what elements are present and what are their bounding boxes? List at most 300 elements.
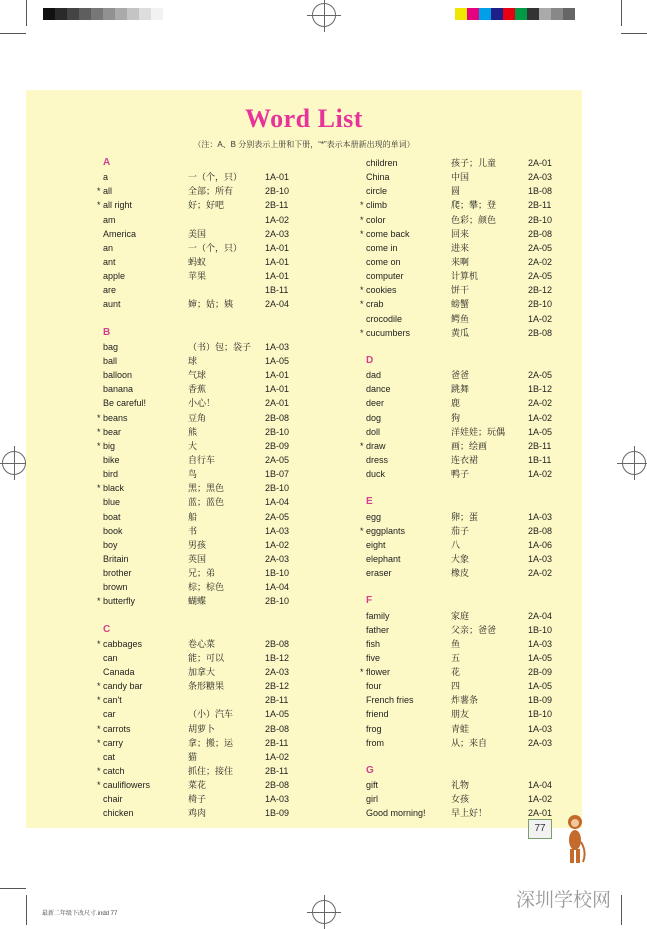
unit-code: 2B-08 bbox=[265, 780, 290, 791]
english-word: dog bbox=[366, 412, 382, 423]
word-row bbox=[366, 312, 636, 326]
english-word: banana bbox=[103, 384, 134, 395]
chinese-meaning: 条形糖果 bbox=[188, 681, 225, 692]
unit-code: 2A-03 bbox=[265, 553, 290, 564]
word-row bbox=[103, 750, 373, 764]
chinese-meaning: 球 bbox=[188, 355, 198, 366]
word-row bbox=[366, 722, 636, 736]
unit-code: 2A-01 bbox=[265, 398, 290, 409]
english-word: draw bbox=[366, 440, 386, 451]
chinese-meaning: 黄瓜 bbox=[451, 327, 470, 338]
english-word: duck bbox=[366, 469, 386, 480]
unit-code: 1A-03 bbox=[265, 525, 290, 536]
english-word: French fries bbox=[366, 695, 414, 706]
chinese-meaning: 进来 bbox=[451, 242, 470, 253]
color-swatch bbox=[551, 8, 563, 20]
word-row bbox=[97, 722, 373, 736]
unit-code: 2B-08 bbox=[528, 228, 553, 239]
new-word-star: * bbox=[97, 200, 101, 211]
chinese-meaning: 鹿 bbox=[451, 398, 461, 409]
english-word: friend bbox=[366, 709, 389, 720]
chinese-meaning: 猫 bbox=[188, 751, 198, 762]
word-row bbox=[103, 538, 373, 552]
color-bar-right bbox=[455, 8, 575, 20]
word-row bbox=[360, 439, 636, 453]
color-swatch bbox=[79, 8, 91, 20]
chinese-meaning: 画；绘画 bbox=[451, 440, 488, 451]
unit-code: 2B-08 bbox=[265, 723, 290, 734]
chinese-meaning: 从；来自 bbox=[451, 737, 488, 748]
unit-code: 2B-10 bbox=[528, 299, 553, 310]
chinese-meaning: 气球 bbox=[188, 370, 207, 381]
word-list-page bbox=[26, 90, 582, 828]
word-row bbox=[97, 778, 373, 792]
word-row bbox=[97, 764, 373, 778]
section-gap bbox=[366, 580, 636, 594]
chinese-meaning: 鸭子 bbox=[451, 469, 470, 480]
word-row bbox=[366, 156, 636, 170]
section-letter: C bbox=[103, 623, 111, 635]
english-word: car bbox=[103, 709, 116, 720]
chinese-meaning: 计算机 bbox=[451, 271, 479, 282]
unit-code: 2A-01 bbox=[528, 158, 553, 168]
unit-code: 2A-05 bbox=[528, 271, 553, 282]
word-row bbox=[103, 665, 373, 679]
chinese-meaning: 茄子 bbox=[451, 525, 470, 536]
unit-code: 1A-02 bbox=[528, 469, 553, 480]
chinese-meaning: 抓住；接住 bbox=[188, 766, 234, 777]
word-row bbox=[103, 510, 373, 524]
word-row bbox=[366, 510, 636, 524]
english-word: ant bbox=[103, 256, 116, 267]
new-word-star: * bbox=[97, 440, 101, 451]
english-word: gift bbox=[366, 780, 379, 791]
english-word: girl bbox=[366, 794, 379, 805]
chinese-meaning: 青蛙 bbox=[451, 723, 470, 734]
unit-code: 1A-03 bbox=[528, 638, 553, 649]
chinese-meaning: 来啊 bbox=[451, 256, 470, 267]
english-word: blue bbox=[103, 497, 121, 508]
unit-code: 1A-05 bbox=[528, 652, 553, 663]
unit-code: 1A-04 bbox=[528, 780, 553, 791]
unit-code: 2B-08 bbox=[265, 412, 290, 423]
english-word: cabbages bbox=[103, 638, 143, 649]
word-row bbox=[103, 368, 373, 382]
chinese-meaning: （书）包；袋子 bbox=[188, 341, 252, 352]
english-word: come back bbox=[366, 228, 410, 239]
english-word: can't bbox=[103, 695, 122, 706]
word-row bbox=[103, 453, 373, 467]
word-row bbox=[97, 693, 373, 707]
word-row bbox=[366, 609, 636, 623]
english-word: bear bbox=[103, 426, 122, 437]
english-word: come in bbox=[366, 242, 398, 253]
word-row bbox=[360, 524, 636, 538]
word-row bbox=[366, 679, 636, 693]
chinese-meaning: 自行车 bbox=[188, 454, 216, 465]
unit-code: 1B-09 bbox=[265, 808, 290, 819]
word-row bbox=[103, 283, 373, 297]
unit-code: 2A-05 bbox=[265, 511, 290, 522]
english-word: America bbox=[103, 228, 137, 239]
word-row bbox=[366, 368, 636, 382]
chinese-meaning: 螃蟹 bbox=[451, 299, 470, 310]
word-row bbox=[366, 453, 636, 467]
chinese-meaning: 苹果 bbox=[188, 271, 207, 282]
unit-code: 2A-02 bbox=[528, 568, 553, 579]
unit-code: 1A-04 bbox=[265, 582, 290, 593]
unit-code: 2A-02 bbox=[528, 256, 553, 267]
chinese-meaning: 圆 bbox=[451, 186, 461, 197]
color-swatch bbox=[479, 8, 491, 20]
word-row bbox=[366, 425, 636, 439]
section-letter: F bbox=[366, 595, 373, 607]
chinese-meaning: 家庭 bbox=[451, 610, 470, 621]
english-word: boy bbox=[103, 539, 118, 550]
word-row bbox=[97, 198, 373, 212]
word-row bbox=[360, 227, 636, 241]
word-row bbox=[103, 396, 373, 410]
page-number: 77 bbox=[528, 819, 552, 839]
chinese-meaning: 鱼 bbox=[451, 638, 461, 649]
english-word: bird bbox=[103, 469, 119, 480]
english-word: all bbox=[103, 186, 113, 197]
english-word: cookies bbox=[366, 285, 397, 296]
footer-file-label: 最新二年级下改尺寸.indd 77 bbox=[42, 911, 118, 917]
word-row bbox=[97, 679, 373, 693]
english-word: chicken bbox=[103, 808, 134, 819]
new-word-star: * bbox=[97, 766, 101, 777]
english-word: an bbox=[103, 242, 114, 253]
word-row bbox=[103, 524, 373, 538]
chinese-meaning: 书 bbox=[188, 525, 198, 536]
english-word: apple bbox=[103, 271, 126, 282]
unit-code: 1A-02 bbox=[528, 412, 553, 423]
chinese-meaning: 兄；弟 bbox=[188, 568, 216, 579]
word-row bbox=[366, 707, 636, 721]
new-word-star: * bbox=[360, 214, 364, 225]
crop-mark bbox=[621, 0, 622, 26]
chinese-meaning: 黑；黑色 bbox=[188, 483, 225, 494]
english-word: big bbox=[103, 440, 116, 451]
word-row bbox=[366, 651, 636, 665]
english-word: crab bbox=[366, 299, 384, 310]
english-word: balloon bbox=[103, 370, 133, 381]
word-row bbox=[97, 736, 373, 750]
word-row bbox=[366, 792, 636, 806]
chinese-meaning: 女孩 bbox=[451, 794, 470, 805]
unit-code: 1A-05 bbox=[265, 709, 290, 720]
unit-code: 2A-04 bbox=[265, 299, 290, 310]
word-row bbox=[360, 297, 636, 311]
crop-mark bbox=[26, 0, 27, 26]
unit-code: 1A-02 bbox=[265, 751, 290, 762]
chinese-meaning: 一（个，只） bbox=[188, 242, 243, 253]
color-bar-left bbox=[43, 8, 163, 20]
chinese-meaning: 跳舞 bbox=[451, 384, 470, 395]
unit-code: 2B-10 bbox=[528, 214, 553, 225]
chinese-meaning: 饼干 bbox=[451, 285, 470, 296]
new-word-star: * bbox=[360, 200, 364, 211]
chinese-meaning: 鸟 bbox=[188, 469, 198, 480]
unit-code: 1A-05 bbox=[528, 681, 553, 692]
chinese-meaning: 花 bbox=[451, 667, 461, 678]
color-swatch bbox=[55, 8, 67, 20]
unit-code: 2B-11 bbox=[265, 766, 289, 777]
unit-code: 1A-01 bbox=[265, 370, 290, 381]
english-word: crocodile bbox=[366, 313, 403, 324]
unit-code: 1A-01 bbox=[265, 271, 290, 282]
unit-code: 2A-03 bbox=[265, 667, 290, 678]
color-swatch bbox=[491, 8, 503, 20]
unit-code: 1A-03 bbox=[528, 553, 553, 564]
word-row bbox=[366, 566, 636, 580]
chinese-meaning: 加拿大 bbox=[188, 667, 216, 678]
chinese-meaning: 炸薯条 bbox=[451, 695, 479, 706]
chinese-meaning: （小）汽车 bbox=[188, 709, 234, 720]
new-word-star: * bbox=[360, 667, 364, 678]
unit-code: 2B-08 bbox=[265, 638, 290, 649]
chinese-meaning: 鸡肉 bbox=[188, 808, 207, 819]
english-word: black bbox=[103, 483, 125, 494]
word-row bbox=[366, 637, 636, 651]
color-swatch bbox=[527, 8, 539, 20]
english-word: candy bar bbox=[103, 681, 143, 692]
unit-code: 2B-11 bbox=[528, 440, 552, 451]
unit-code: 1B-11 bbox=[265, 285, 289, 296]
new-word-star: * bbox=[360, 327, 364, 338]
unit-code: 1B-10 bbox=[528, 709, 553, 720]
english-word: book bbox=[103, 525, 123, 536]
unit-code: 1A-03 bbox=[265, 794, 290, 805]
word-row bbox=[103, 255, 373, 269]
new-word-star: * bbox=[97, 596, 101, 607]
english-word: circle bbox=[366, 186, 388, 197]
word-row bbox=[366, 255, 636, 269]
english-word: Britain bbox=[103, 553, 129, 564]
unit-code: 1B-10 bbox=[528, 624, 553, 635]
section-letter: G bbox=[366, 765, 374, 777]
english-word: dance bbox=[366, 384, 391, 395]
page-title: Word List bbox=[245, 104, 363, 133]
chinese-meaning: 四 bbox=[451, 681, 461, 692]
word-row bbox=[366, 467, 636, 481]
unit-code: 2A-03 bbox=[265, 228, 290, 239]
right-column bbox=[360, 156, 636, 821]
unit-code: 1B-07 bbox=[265, 469, 290, 480]
english-word: father bbox=[366, 624, 390, 635]
chinese-meaning: 一（个，只） bbox=[188, 172, 243, 183]
chinese-meaning: 卷心菜 bbox=[188, 638, 216, 649]
unit-code: 2B-09 bbox=[528, 667, 553, 678]
english-word: Canada bbox=[103, 667, 135, 678]
unit-code: 1B-11 bbox=[528, 454, 552, 465]
english-word: brother bbox=[103, 568, 132, 579]
word-row bbox=[103, 467, 373, 481]
unit-code: 2A-05 bbox=[528, 242, 553, 253]
unit-code: 1A-03 bbox=[528, 511, 553, 522]
new-word-star: * bbox=[97, 412, 101, 423]
word-row bbox=[103, 792, 373, 806]
new-word-star: * bbox=[97, 780, 101, 791]
unit-code: 2A-01 bbox=[528, 808, 553, 819]
unit-code: 2B-08 bbox=[528, 525, 553, 536]
word-row bbox=[360, 665, 636, 679]
unit-code: 2B-10 bbox=[265, 186, 290, 197]
chinese-meaning: 男孩 bbox=[188, 539, 207, 550]
english-word: Be careful! bbox=[103, 398, 147, 409]
english-word: eggplants bbox=[366, 525, 406, 536]
word-row bbox=[97, 184, 373, 198]
color-swatch bbox=[467, 8, 479, 20]
word-row bbox=[103, 227, 373, 241]
color-swatch bbox=[91, 8, 103, 20]
word-row bbox=[366, 806, 636, 820]
unit-code: 1B-08 bbox=[528, 186, 553, 197]
english-word: a bbox=[103, 172, 109, 183]
unit-code: 2B-12 bbox=[528, 285, 553, 296]
chinese-meaning: 椅子 bbox=[188, 794, 207, 805]
word-row bbox=[103, 566, 373, 580]
english-word: bike bbox=[103, 454, 120, 465]
unit-code: 1A-05 bbox=[265, 355, 290, 366]
color-swatch bbox=[103, 8, 115, 20]
chinese-meaning: 鳄鱼 bbox=[451, 313, 470, 324]
english-word: computer bbox=[366, 271, 404, 282]
unit-code: 2A-05 bbox=[265, 454, 290, 465]
word-row bbox=[360, 326, 636, 340]
unit-code: 1A-01 bbox=[265, 242, 290, 253]
word-row bbox=[103, 552, 373, 566]
word-row bbox=[103, 495, 373, 509]
watermark: 深圳学校网 bbox=[515, 889, 611, 911]
word-row bbox=[366, 411, 636, 425]
unit-code: 1A-02 bbox=[265, 214, 290, 225]
new-word-star: * bbox=[360, 228, 364, 239]
english-word: carry bbox=[103, 737, 123, 748]
unit-code: 1A-02 bbox=[528, 794, 553, 805]
word-row bbox=[360, 198, 636, 212]
page-note: （注：A、B 分别表示上册和下册，“*”表示本册新出现的单词） bbox=[193, 140, 415, 149]
english-word: aunt bbox=[103, 299, 121, 310]
unit-code: 1A-05 bbox=[528, 426, 553, 437]
chinese-meaning: 船 bbox=[188, 511, 198, 522]
new-word-star: * bbox=[360, 440, 364, 451]
unit-code: 1B-10 bbox=[265, 568, 290, 579]
word-row bbox=[103, 354, 373, 368]
crop-mark bbox=[621, 895, 622, 925]
word-row bbox=[366, 736, 636, 750]
unit-code: 2B-11 bbox=[265, 695, 289, 706]
english-word: children bbox=[366, 158, 398, 168]
registration-mark bbox=[312, 900, 336, 924]
word-row bbox=[97, 425, 373, 439]
english-word: carrots bbox=[103, 723, 131, 734]
crop-mark bbox=[0, 888, 26, 889]
section-letter: A bbox=[103, 157, 111, 168]
section-letter: B bbox=[103, 326, 111, 338]
english-word: egg bbox=[366, 511, 382, 522]
color-swatch bbox=[43, 8, 55, 20]
chinese-meaning: 熊 bbox=[188, 426, 198, 437]
english-word: am bbox=[103, 214, 116, 225]
english-word: frog bbox=[366, 723, 382, 734]
english-word: dress bbox=[366, 454, 389, 465]
english-word: family bbox=[366, 610, 390, 621]
new-word-star: * bbox=[360, 525, 364, 536]
english-word: from bbox=[366, 737, 384, 748]
unit-code: 2B-10 bbox=[265, 596, 290, 607]
word-row bbox=[103, 340, 373, 354]
english-word: flower bbox=[366, 667, 391, 678]
chinese-meaning: 好；好吧 bbox=[188, 200, 225, 211]
word-row bbox=[366, 170, 636, 184]
english-word: butterfly bbox=[103, 596, 136, 607]
color-swatch bbox=[127, 8, 139, 20]
word-row bbox=[103, 170, 373, 184]
word-row bbox=[103, 382, 373, 396]
english-word: chair bbox=[103, 794, 123, 805]
section-gap bbox=[366, 340, 636, 354]
chinese-meaning: 洋娃娃；玩偶 bbox=[451, 426, 506, 437]
new-word-star: * bbox=[97, 695, 101, 706]
new-word-star: * bbox=[97, 186, 101, 197]
chinese-meaning: 小心！ bbox=[188, 398, 216, 409]
chinese-meaning: 八 bbox=[451, 539, 461, 550]
crop-mark bbox=[26, 895, 27, 925]
word-row bbox=[366, 778, 636, 792]
color-swatch bbox=[455, 8, 467, 20]
color-swatch bbox=[67, 8, 79, 20]
chinese-meaning: 拿；搬；运 bbox=[188, 737, 234, 748]
word-row bbox=[103, 241, 373, 255]
new-word-star: * bbox=[97, 483, 101, 494]
unit-code: 1A-02 bbox=[265, 539, 290, 550]
word-row bbox=[360, 283, 636, 297]
english-word: ball bbox=[103, 355, 118, 366]
section-letter: D bbox=[366, 354, 374, 366]
english-word: catch bbox=[103, 766, 125, 777]
word-row bbox=[366, 184, 636, 198]
section-gap bbox=[103, 312, 373, 326]
color-swatch bbox=[515, 8, 527, 20]
section-gap bbox=[366, 750, 636, 764]
english-word: can bbox=[103, 652, 118, 663]
word-row bbox=[103, 297, 373, 311]
color-swatch bbox=[563, 8, 575, 20]
unit-code: 1B-12 bbox=[528, 384, 553, 395]
english-word: color bbox=[366, 214, 386, 225]
chinese-meaning: 全部；所有 bbox=[188, 186, 234, 197]
section-gap bbox=[103, 609, 373, 623]
english-word: all right bbox=[103, 200, 133, 211]
word-row bbox=[97, 594, 373, 608]
chinese-meaning: 豆角 bbox=[188, 412, 207, 423]
monkey-icon bbox=[563, 812, 587, 872]
chinese-meaning: 回来 bbox=[451, 228, 470, 239]
chinese-meaning: 朋友 bbox=[451, 709, 470, 720]
unit-code: 2B-11 bbox=[528, 200, 552, 211]
english-word: climb bbox=[366, 200, 388, 211]
english-word: five bbox=[366, 652, 381, 663]
left-column bbox=[97, 156, 373, 821]
unit-code: 1A-01 bbox=[265, 384, 290, 395]
english-word: eraser bbox=[366, 568, 392, 579]
chinese-meaning: 蝴蝶 bbox=[188, 596, 207, 607]
word-row bbox=[366, 382, 636, 396]
section-letter: E bbox=[366, 496, 373, 508]
chinese-meaning: 早上好！ bbox=[451, 808, 488, 819]
